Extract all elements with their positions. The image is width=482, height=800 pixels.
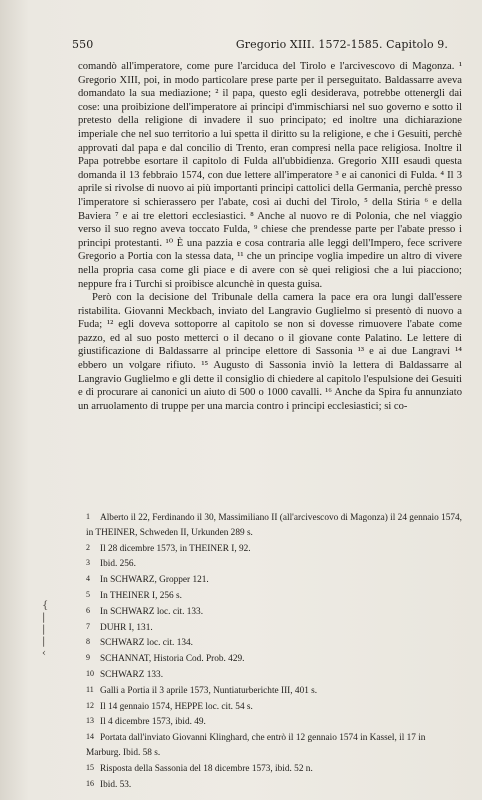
- footnote: [86, 699, 462, 715]
- page-number: 550: [72, 38, 94, 51]
- main-text: [78, 60, 462, 413]
- footnote: [86, 714, 462, 730]
- footnote-text: Il 14 gennaio 1574, HEPPE loc. cit. 54 s.: [100, 701, 253, 712]
- footnote-text: SCHANNAT, Historia Cod. Prob. 429.: [100, 654, 245, 665]
- pencil-margin-mark: { | | | ‹: [42, 600, 49, 659]
- footnote-number: 2: [86, 542, 90, 552]
- footnote-text: Ibid. 256.: [100, 559, 136, 570]
- footnote-number: 4: [86, 574, 90, 584]
- footnote-number: 16: [86, 778, 94, 788]
- paragraph: Però con la decisione del Tribunale della camera la pace era ora lungi dall'essere ristabilita. Giovanni Meckbach, inviato del Langravio Guglielmo si presentò di nuovo a Fuda; ¹² egli doveva sottoporre al capitolo se non si dovesse rimuovere l'abate come pazzo, ed al suo posto metterci o il decano o il giovane conte Palatino. Le lettere di giustificazione di Baldassarre al principe elettore di Sassonia ¹³ e ai due Langravi ¹⁴ ebbero un volgare rifiuto. ¹⁵ Augusto di Sassonia inviò la lettera di Baldassarre al Langravio Guglielmo e gli dette il consiglio di chiedere al capitolo l'espulsione dei Gesuiti e di procurare ai canonici un aiuto di 500 o 1000 cavalli. ¹⁶ Anche da Spira fu annunziato un arruolamento di truppe per una marcia contro i principi ecclesiastici; si co-: [78, 292, 462, 412]
- footnote-number: 12: [86, 700, 94, 710]
- footnote: [86, 620, 462, 636]
- footnote-number: 14: [86, 732, 94, 742]
- footnote-number: 6: [86, 605, 90, 615]
- footnote-number: 10: [86, 668, 94, 678]
- footnote: [86, 572, 462, 588]
- footnote: [86, 556, 462, 572]
- footnote-text: Alberto il 22, Ferdinando il 30, Massimiliano II (all'arcivescovo di Magonza) il 24 gennaio 1574, in THEINER, Schweden II, Urkunden 289 s.: [86, 513, 462, 538]
- footnote-number: 3: [86, 558, 90, 568]
- footnote: [86, 588, 462, 604]
- footnote-number: 15: [86, 762, 94, 772]
- footnote: [86, 635, 462, 651]
- footnote-text: Risposta della Sassonia del 18 dicembre 1573, ibid. 52 n.: [100, 763, 313, 774]
- footnote: [86, 761, 462, 777]
- running-title: Gregorio XIII. 1572-1585. Capitolo 9.: [235, 38, 448, 51]
- footnote: [86, 777, 462, 793]
- footnote-number: 11: [86, 684, 94, 694]
- footnote-number: 5: [86, 589, 90, 599]
- footnote: [86, 510, 462, 541]
- footnote: [86, 667, 462, 683]
- footnote: [86, 541, 462, 557]
- footnote-text: Galli a Portia il 3 aprile 1573, Nuntiaturberichte III, 401 s.: [100, 685, 318, 696]
- footnote: [86, 730, 462, 761]
- footnote: [86, 604, 462, 620]
- footnote-number: 9: [86, 653, 90, 663]
- footnote-text: SCHWARZ 133.: [100, 669, 164, 680]
- footnote-text: In THEINER I, 256 s.: [100, 590, 182, 601]
- footnote: [86, 683, 462, 699]
- footnote-number: 8: [86, 637, 90, 647]
- footnote-number: 7: [86, 621, 90, 631]
- footnote-text: DUHR I, 131.: [100, 622, 153, 633]
- footnote-text: In SCHWARZ, Gropper 121.: [100, 575, 209, 586]
- footnote-text: Il 28 dicembre 1573, in THEINER I, 92.: [100, 543, 251, 554]
- footnote-text: SCHWARZ loc. cit. 134.: [100, 638, 193, 649]
- footnote: [86, 651, 462, 667]
- footnote-text: Portata dall'inviato Giovanni Klinghard, che entrò il 12 gennaio 1574 in Kassel, il 17 in Marburg. Ibid. 58 s.: [86, 733, 426, 758]
- footnote-text: Il 4 dicembre 1573, ibid. 49.: [100, 717, 206, 728]
- running-header: [72, 38, 464, 51]
- footnotes: [86, 510, 462, 792]
- paragraph: comandò all'imperatore, come pure l'arciduca del Tirolo e l'arcivescovo di Magonza. ¹ Gregorio XIII, poi, in modo particolare prese parte per il perseguitato. Baldassarre aveva domandato la sua mediazione; ² il papa, questo egli desiderava, potrebbe ottenergli dai cose: una proibizione dell'imperatore ai principi d'immischiarsi nel suo governo e sotto il pretesto della religione di invadere il suo principato; ed inoltre una dichiarazione imperiale che nel suo territorio a lui spetta il diritto su la religione, e che i Gesuiti, perchè approvati dal papa e dal concilio di Trento, eran compresi nella pace religiosa. Inoltre il Papa potrebbe esortare il capitolo di Fulda all'ubbidienza. Gregorio XIII esaudì questa domanda il 13 febbraio 1574, con due lettere all'imperatore ³ e ai canonici di Fulda. ⁴ Il 3 aprile si rivolse di nuovo ai più importanti principi cattolici della Germania, perchè presso l'imperatore si schierassero per l'abate, così ai duchi del Tirolo, ⁵ della Stiria ⁶ e della Baviera ⁷ e ai tre elettori ecclesiastici. ⁸ Anche al nuovo re di Polonia, che nel viaggio verso il suo regno aveva toccato Fulda, ⁹ chiese che prendesse parte per l'abate presso i principi protestanti. ¹⁰ È una pazzia e cosa contraria alle leggi dell'Impero, fece scrivere Gregorio a Portia con la stessa data, ¹¹ che un principe voglia impedire un altro di vivere nella propria casa come gli piace e di avere con sè quei religiosi che a lui piacciono; neppure fra i Turchi si proibisce alcunchè in questa guisa.: [78, 61, 462, 290]
- footnote-number: 13: [86, 716, 94, 726]
- footnote-text: Ibid. 53.: [100, 779, 132, 790]
- footnote-text: In SCHWARZ loc. cit. 133.: [100, 606, 204, 617]
- footnote-number: 1: [86, 512, 90, 521]
